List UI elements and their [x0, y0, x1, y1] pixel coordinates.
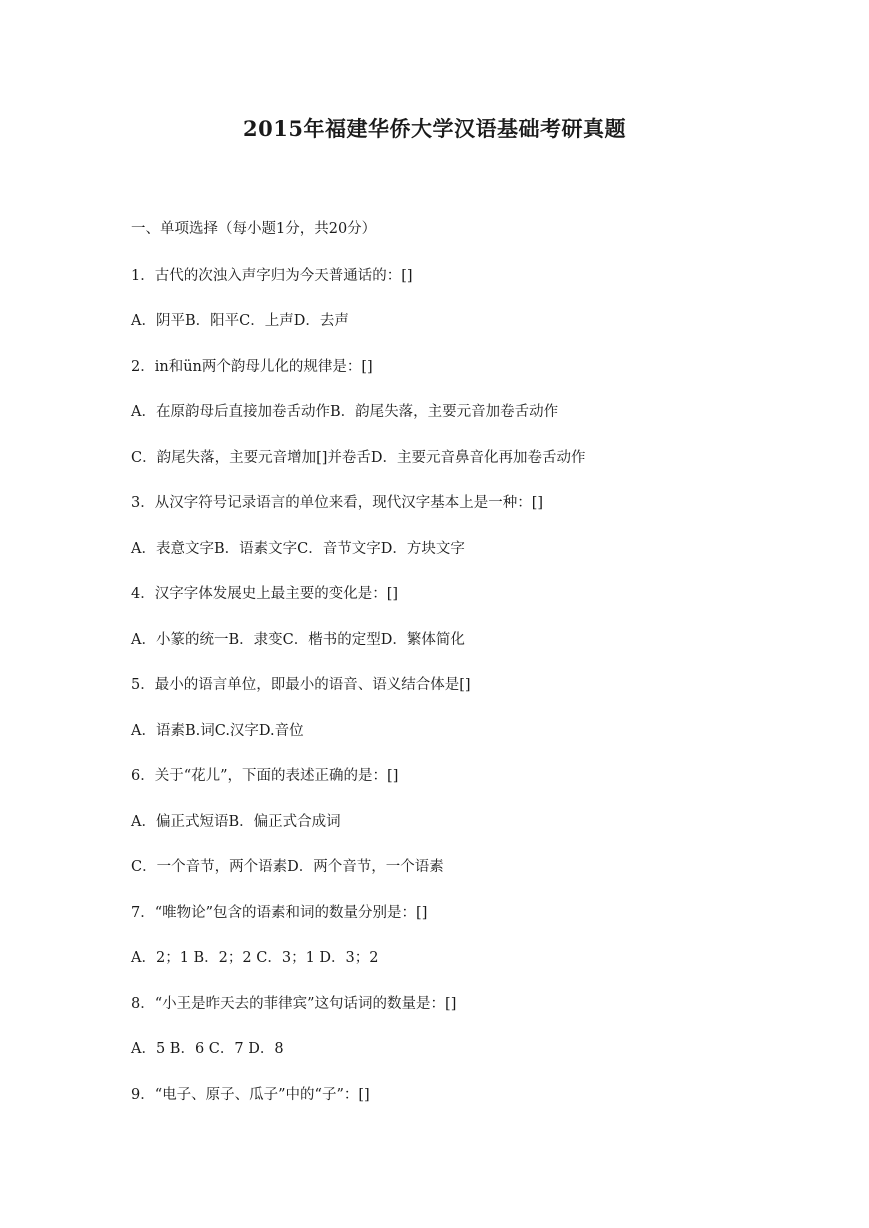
- question-line: 9．“电子、原子、瓜子”中的“子”：[]: [131, 1087, 370, 1103]
- document-title: 2015年福建华侨大学汉语基础考研真题: [243, 116, 626, 141]
- question-line: 3．从汉字符号记录语言的单位来看，现代汉字基本上是一种：[]: [131, 495, 544, 511]
- question-line: 4．汉字字体发展史上最主要的变化是：[]: [131, 586, 399, 602]
- option-line: A．2；1 B．2；2 C．3；1 D．3；2: [131, 950, 379, 966]
- option-line: C．一个音节，两个语素D．两个音节，一个语素: [131, 859, 444, 875]
- question-line: 1．古代的次浊入声字归为今天普通话的：[]: [131, 268, 413, 284]
- question-line: 2．in和ün两个韵母儿化的规律是：[]: [131, 359, 373, 375]
- question-line: 7．“唯物论”包含的语素和词的数量分别是：[]: [131, 905, 428, 921]
- option-line: A．表意文字B．语素文字C．音节文字D．方块文字: [131, 541, 465, 557]
- option-line: A．语素B.词C.汉字D.音位: [131, 723, 304, 739]
- option-line: A．5 B．6 C．7 D．8: [131, 1041, 284, 1057]
- question-line: 8．“小王是昨天去的菲律宾”这句话词的数量是：[]: [131, 996, 457, 1012]
- section-heading: 一、单项选择（每小题1分，共20分）: [131, 221, 377, 237]
- option-line: A．阴平B．阳平C．上声D．去声: [131, 313, 349, 329]
- option-line: A．小篆的统一B．隶变C．楷书的定型D．繁体简化: [131, 632, 465, 648]
- question-line: 5．最小的语言单位，即最小的语音、语义结合体是[]: [131, 677, 471, 693]
- option-line: C．韵尾失落，主要元音增加[]并卷舌D．主要元音鼻音化再加卷舌动作: [131, 450, 586, 466]
- option-line: A．偏正式短语B．偏正式合成词: [131, 814, 341, 830]
- option-line: A．在原韵母后直接加卷舌动作B．韵尾失落，主要元音加卷舌动作: [131, 404, 559, 420]
- question-line: 6．关于“花儿”，下面的表述正确的是：[]: [131, 768, 399, 784]
